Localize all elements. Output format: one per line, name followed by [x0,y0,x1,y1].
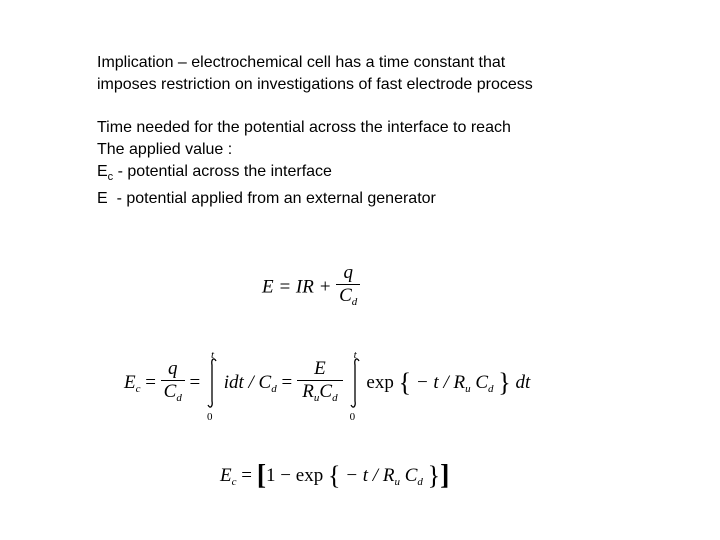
right-brace: } [498,368,511,397]
equation-1 [262,262,360,313]
integral-lower-limit: 0 [206,411,213,423]
left-brace: { [398,368,412,397]
eq1-numerator: q [343,262,353,283]
paragraph-line: The applied value : [97,141,233,158]
eq3-minus-exp: − exp [280,465,324,486]
eq2-fraction-2: $\frac{E}{R_uC_d}$ [297,358,343,409]
eq3-one: 1 [266,465,276,486]
eq3-lhs: $E_c$ [220,464,237,488]
definition-e: E - potential applied from an external generator [97,190,436,208]
eq3-argument: − t / $R_u$ $C_d$ [345,464,423,488]
ec-symbol: E [97,163,108,180]
eq2-equals-2: = [189,372,201,393]
integral-sign [205,349,219,423]
paragraph-line: Implication – electrochemical cell has a time constant that [97,54,506,71]
paragraph-line: Time needed for the potential across the interface to reach [97,119,511,136]
eq1-denominator: $C_d$ [339,285,358,308]
integral-upper-limit: t [353,349,357,361]
right-bracket: ] [440,460,450,491]
eq2-integrand-1: idt / $C_d$ [223,371,277,395]
eq2-exp-argument: − t / $R_u$ $C_d$ [415,371,494,395]
paragraph-line: imposes restriction on investigations of fast electrode process [97,76,533,93]
integral-lower-limit: 0 [349,411,356,423]
eq1-lhs: E = IR + [262,276,332,298]
eq2-equals-3: = [281,372,293,393]
ec-subscript: c [107,171,114,184]
eq2-equals-1: = [145,372,156,393]
right-brace: } [427,461,441,490]
paragraph-implication [97,52,533,96]
equation-3 [220,460,449,492]
paragraph-time-needed [97,117,511,210]
integral-upper-limit: t [210,349,214,361]
equation-2 [124,349,531,423]
eq2-exp: exp [366,372,394,393]
left-brace: { [327,461,341,490]
eq2-dt: dt [515,372,531,393]
eq2-fraction-1: $\frac{q}{C_d}$ [161,358,185,409]
eq3-equals: = [241,465,252,486]
integral-sign [348,349,362,423]
ec-definition-text: - potential across the interface [113,163,332,180]
eq1-fraction [336,262,360,313]
eq2-lhs: $E_c$ [124,371,141,395]
definition-ec [97,161,511,188]
left-bracket: [ [256,460,267,491]
